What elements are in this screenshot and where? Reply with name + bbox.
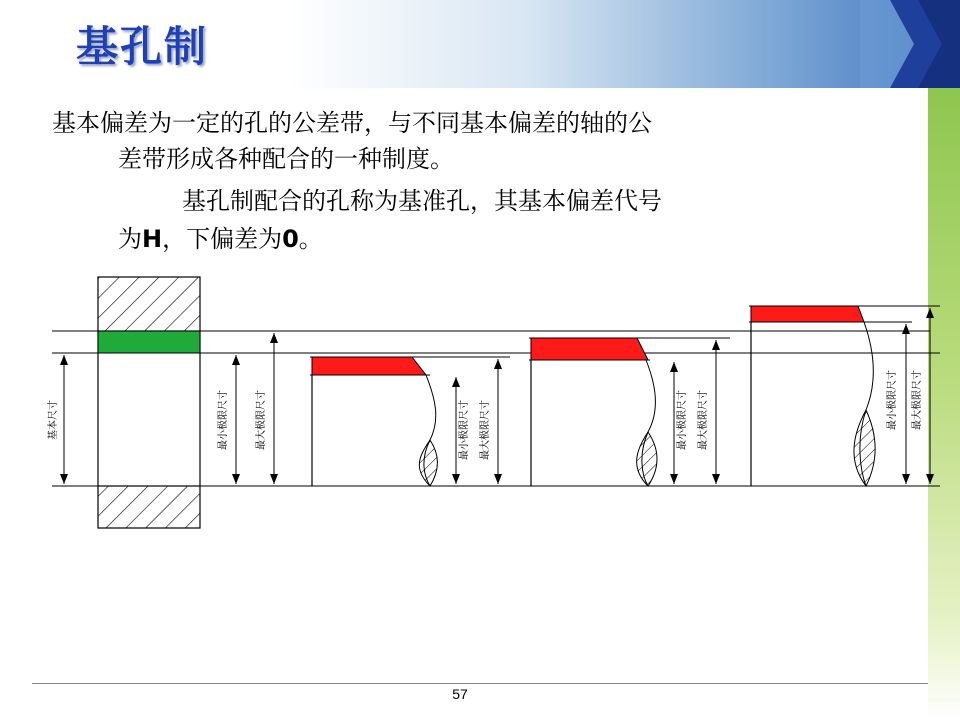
arrow-down-icon xyxy=(670,474,678,484)
shaft-1-max-label: 最大极限尺寸 xyxy=(480,400,491,460)
shaft-1-tolerance-zone xyxy=(312,357,426,375)
hole-tolerance-zone xyxy=(98,331,200,353)
text-segment: ，下偏差为 xyxy=(162,225,283,253)
arrow-up-icon xyxy=(60,355,68,365)
text-segment: 为 xyxy=(118,225,142,253)
shaft-3-tolerance-zone xyxy=(751,306,864,322)
arrow-up-icon xyxy=(270,333,278,343)
arrow-up-icon xyxy=(452,377,460,387)
shaft-2-tolerance-zone xyxy=(531,338,648,360)
arrow-down-icon xyxy=(902,474,910,484)
paragraph-2-line-1: 基孔制配合的孔称为基准孔，其基本偏差代号 xyxy=(182,187,662,215)
shaft-2 xyxy=(529,338,730,486)
shaft-1 xyxy=(310,357,510,486)
shaft-3 xyxy=(749,306,940,486)
hole-wall-bottom xyxy=(98,486,200,528)
arrow-up-icon xyxy=(494,359,502,369)
arrow-up-icon xyxy=(670,362,678,372)
arrow-up-icon xyxy=(926,308,934,318)
arrow-up-icon xyxy=(902,324,910,334)
lower-deviation-zero: 0 xyxy=(282,225,299,253)
slide-title: 基孔制 xyxy=(76,22,209,71)
shaft-2-min-label: 最小极限尺寸 xyxy=(677,390,688,450)
basic-size-label: 基本尺寸 xyxy=(48,400,59,440)
arrow-down-icon xyxy=(270,474,278,484)
arrow-down-icon xyxy=(926,474,934,484)
shaft-3-max-label: 最大极限尺寸 xyxy=(912,370,923,430)
hole-min-limit-label: 最小极限尺寸 xyxy=(218,390,229,450)
shaft-1-min-label: 最小极限尺寸 xyxy=(459,400,470,460)
shaft-3-min-label: 最小极限尺寸 xyxy=(887,370,898,430)
page-number: 57 xyxy=(452,686,468,702)
arrow-up-icon xyxy=(232,355,240,365)
deviation-code-h: H xyxy=(142,225,163,253)
paragraph-1-line-1: 基本偏差为一定的孔的公差带，与不同基本偏差的轴的公 xyxy=(52,109,652,137)
hole-max-limit-label: 最大极限尺寸 xyxy=(256,390,267,450)
arrow-down-icon xyxy=(712,474,720,484)
footer-divider xyxy=(32,683,928,684)
arrow-up-icon xyxy=(712,340,720,350)
paragraph-1-line-2: 差带形成各种配合的一种制度。 xyxy=(118,145,454,173)
shaft-2-max-label: 最大极限尺寸 xyxy=(698,390,709,450)
hole-wall-top xyxy=(98,277,200,331)
arrow-down-icon xyxy=(452,474,460,484)
arrow-down-icon xyxy=(60,474,68,484)
text-segment: 。 xyxy=(298,225,323,253)
arrow-down-icon xyxy=(494,474,502,484)
arrow-down-icon xyxy=(232,474,240,484)
